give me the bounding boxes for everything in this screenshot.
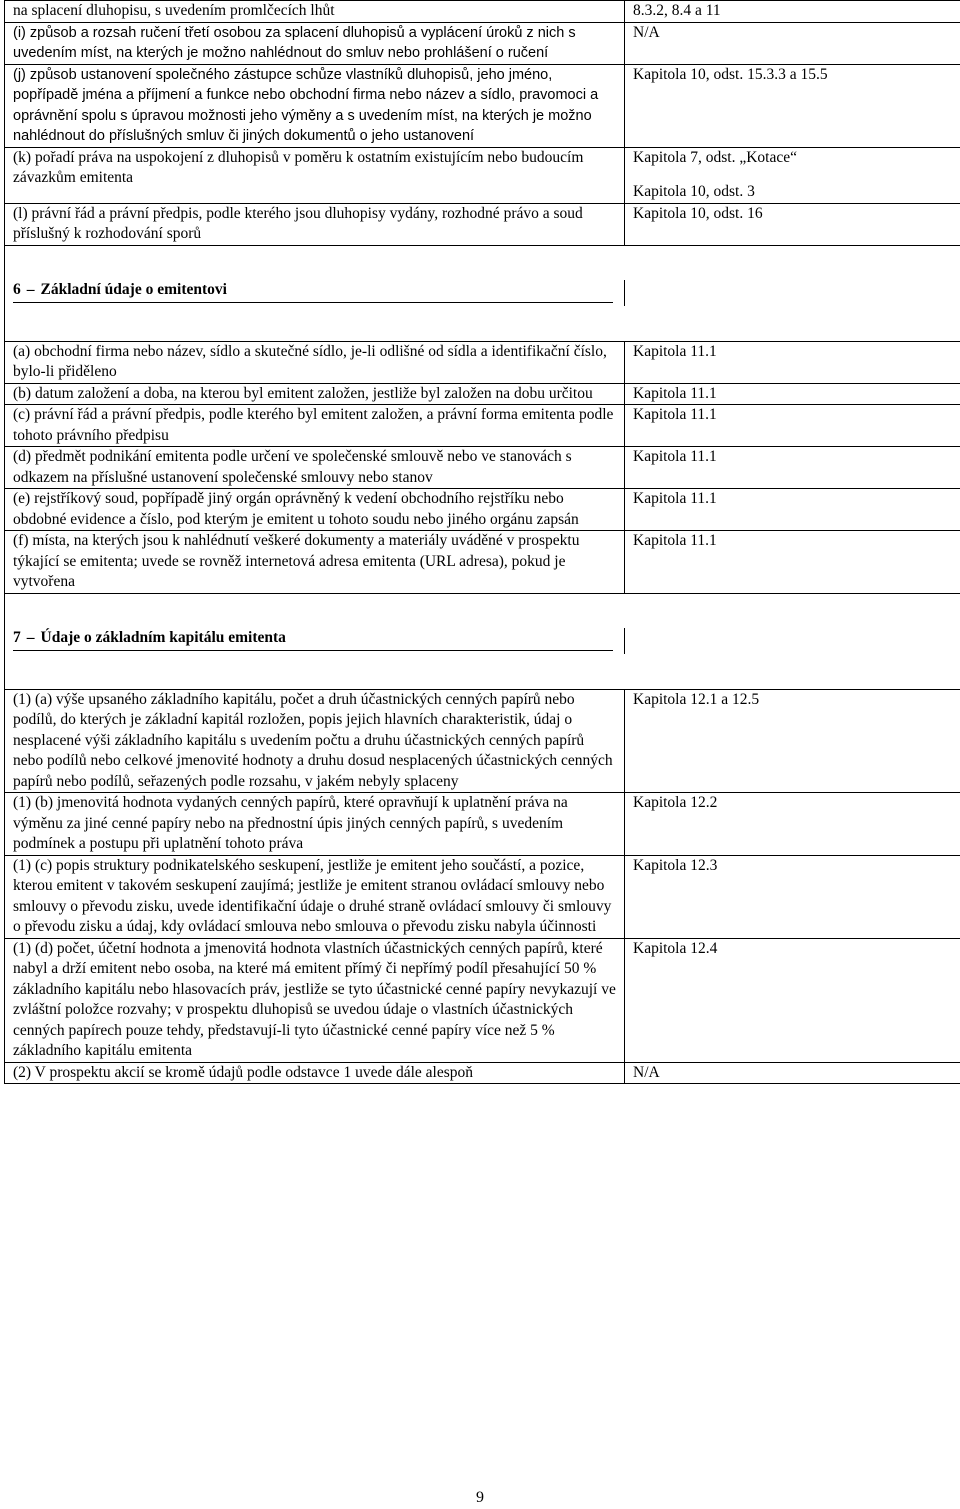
- section-7-heading: [13, 628, 613, 652]
- table-row: [5, 793, 960, 856]
- section-7-number: 7: [13, 629, 21, 646]
- reference-text: Kapitola 12.4: [633, 939, 957, 960]
- requirement-text: (e) rejstříkový soud, popřípadě jiný orgán oprávněný k vedení obchodního rejstříku nebo obdobné evidence a číslo, pod kterým je emitent u tohoto soudu nebo jiného orgánu zapsán: [13, 489, 616, 530]
- reference-text: Kapitola 11.1: [633, 342, 957, 363]
- requirement-cell: [5, 793, 625, 856]
- requirement-cell: [5, 938, 625, 1062]
- reference-text: Kapitola 10, odst. 16: [633, 204, 957, 225]
- reference-text: 8.3.2, 8.4 a 11: [633, 1, 957, 22]
- requirement-cell: [5, 341, 625, 383]
- table-row: [5, 531, 960, 594]
- page-number: 9: [0, 1488, 960, 1509]
- requirement-cell: [5, 855, 625, 938]
- requirement-text: (a) obchodní firma nebo název, sídlo a skutečné sídlo, je-li odlišné od sídla a identifikační číslo, bylo-li přiděleno: [13, 342, 616, 383]
- section-header-inner: [5, 594, 960, 689]
- reference-cell: [625, 203, 960, 245]
- section-header-inner: [5, 246, 960, 341]
- section-6-heading: [13, 280, 613, 304]
- requirement-text: na splacení dluhopisu, s uvedením promlčecích lhůt: [13, 1, 616, 22]
- requirement-text: (j) způsob ustanovení společného zástupce schůze vlastníků dluhopisů, jeho jméno, popřípadě jména a příjmení a funkce nebo obchodní firma nebo název a sídlo, pravomoci a oprávnění spolu s úpravou možnosti jeho výměny a s uvedením míst, na kterých je možno nahlédnout do příslušných smluv či jiných dokumentů o jeho ustanovení: [13, 65, 616, 147]
- reference-cell: [625, 793, 960, 856]
- reference-cell: [625, 447, 960, 489]
- section-6-divider: [624, 280, 625, 306]
- requirement-cell: [5, 405, 625, 447]
- requirement-text: (c) právní řád a právní předpis, podle kterého byl emitent založen, a právní forma emitenta podle tohoto právního předpisu: [13, 405, 616, 446]
- document-page: [4, 0, 955, 1084]
- reference-cell: [625, 22, 960, 64]
- table-section-top: [5, 1, 960, 246]
- table-row: [5, 64, 960, 147]
- section-header-cell: [5, 245, 960, 341]
- requirement-cell: [5, 447, 625, 489]
- requirement-text: (1) (c) popis struktury podnikatelského seskupení, jestliže je emitent jeho součástí, a pozice, kterou emitent v takovém seskupení zaujímá; jestliže je emitent stranou ovládací smlouvy nebo smlouvy o převodu zisku, uvede identifikační údaje o druhé straně ovládací smlouvy či smlouvy o převodu zisku a údaj, kdy ovládací smlouva nebo smlouva o převodu zisku nabyla účinnosti: [13, 856, 616, 938]
- reference-cell: [625, 489, 960, 531]
- table-row: [5, 1, 960, 23]
- reference-text: N/A: [633, 1063, 957, 1084]
- reference-text: Kapitola 12.3: [633, 856, 957, 877]
- reference-cell: [625, 383, 960, 405]
- table-row: [5, 405, 960, 447]
- reference-cell: [625, 147, 960, 203]
- table-row: [5, 341, 960, 383]
- requirement-text: (b) datum založení a doba, na kterou byl emitent založen, jestliže byl založen na dobu určitou: [13, 384, 616, 405]
- table-row: [5, 689, 960, 793]
- requirement-text: (k) pořadí práva na uspokojení z dluhopisů v poměru k ostatním existujícím nebo budoucím závazkům emitenta: [13, 148, 616, 189]
- requirement-cell: [5, 383, 625, 405]
- requirement-cell: [5, 22, 625, 64]
- requirement-cell: [5, 203, 625, 245]
- reference-cell: [625, 64, 960, 147]
- reference-text: Kapitola 11.1: [633, 447, 957, 468]
- reference-text: Kapitola 11.1: [633, 489, 957, 510]
- reference-text: Kapitola 12.2: [633, 793, 957, 814]
- requirement-text: (i) způsob a rozsah ručení třetí osobou za splacení dluhopisů a vyplácení úroků z nich s uvedením míst, na kterých je možno nahlédnout do smluv nebo prohlášení o ručení: [13, 23, 616, 64]
- section-7-divider: [624, 628, 625, 654]
- reference-cell: [625, 341, 960, 383]
- section-header-row: [5, 245, 960, 341]
- table-section-7: [5, 689, 960, 1084]
- requirement-text: (2) V prospektu akcií se kromě údajů podle odstavce 1 uvede dále alespoň: [13, 1063, 616, 1084]
- section-7-dash: –: [27, 629, 35, 646]
- requirement-text: (1) (d) počet, účetní hodnota a jmenovitá hodnota vlastních účastnických cenných papírů, které nabyl a drží emitent nebo osoba, na které má emitent přímý či nepřímý podíl přesahující 50 % základního kapitálu nebo hlasovacích práv, jestliže se tyto účastnické cenné papíry nevykazují ve zvláštní položce rozvahy; v prospektu dluhopisů se uvedou údaje o vlastních účastnických cenných papírech pouze tehdy, představují-li tyto účastnické cenné papíry více než 5 % základního kapitálu emitenta: [13, 939, 616, 1062]
- reference-text: Kapitola 11.1: [633, 384, 957, 405]
- reference-cell: [625, 1, 960, 23]
- table-section-7-header: [5, 593, 960, 689]
- reference-text: Kapitola 7, odst. „Kotace“: [633, 148, 957, 169]
- table-row: [5, 203, 960, 245]
- section-6-dash: –: [27, 281, 35, 298]
- section-header-row: [5, 593, 960, 689]
- requirement-cell: [5, 147, 625, 203]
- table-section-6-header: [5, 245, 960, 341]
- requirement-text: (1) (a) výše upsaného základního kapitálu, počet a druh účastnických cenných papírů nebo podílů, do kterých je základní kapitál rozložen, popis jejich hlavních charakteristik, údaj o nesplacené výši základního kapitálu s uvedením počtu a druhu účastnických cenných papírů nebo podílů nebo celkové jmenovité hodnoty a druhu dosud nesplacených účastnických cenných papírů nebo podílů, seřazených podle rozsahu, v jakém nebyly splaceny: [13, 690, 616, 793]
- requirement-text: (f) místa, na kterých jsou k nahlédnutí veškeré dokumenty a materiály uváděné v prospektu týkající se emitenta; uvede se rovněž internetová adresa emitenta (URL adresa), pokud je vytvořena: [13, 531, 616, 593]
- section-6-title: Základní údaje o emitentovi: [41, 281, 227, 298]
- reference-text: Kapitola 11.1: [633, 531, 957, 552]
- reference-text: N/A: [633, 23, 957, 44]
- requirement-cell: [5, 1062, 625, 1084]
- reference-cell: [625, 1062, 960, 1084]
- requirement-cell: [5, 64, 625, 147]
- reference-text: Kapitola 10, odst. 15.3.3 a 15.5: [633, 65, 957, 86]
- reference-text: Kapitola 11.1: [633, 405, 957, 426]
- table-section-6: [5, 341, 960, 593]
- table-row: [5, 855, 960, 938]
- table-row: [5, 1062, 960, 1084]
- table-row: [5, 147, 960, 203]
- requirement-text: (1) (b) jmenovitá hodnota vydaných cenných papírů, které opravňují k uplatnění práva na výměnu za jiné cenné papíry nebo na přednostní úpis jiných cenných papírů, s uvedením podmínek a postupu při uplatnění tohoto práva: [13, 793, 616, 855]
- reference-text: Kapitola 12.1 a 12.5: [633, 690, 957, 711]
- requirement-cell: [5, 689, 625, 793]
- section-header-cell: [5, 593, 960, 689]
- requirement-text: (d) předmět podnikání emitenta podle určení ve společenské smlouvě nebo ve stanovách s odkazem na příslušné ustanovení společenské smlouvy nebo stanov: [13, 447, 616, 488]
- table-row: [5, 383, 960, 405]
- reference-cell: [625, 405, 960, 447]
- section-7-title: Údaje o základním kapitálu emitenta: [41, 629, 286, 646]
- table-row: [5, 22, 960, 64]
- requirement-text: (l) právní řád a právní předpis, podle kterého jsou dluhopisy vydány, rozhodné právo a soud příslušný k rozhodování sporů: [13, 204, 616, 245]
- reference-cell: [625, 531, 960, 594]
- requirement-cell: [5, 1, 625, 23]
- reference-cell: [625, 855, 960, 938]
- requirement-cell: [5, 489, 625, 531]
- section-6-number: 6: [13, 281, 21, 298]
- requirement-cell: [5, 531, 625, 594]
- reference-cell: [625, 938, 960, 1062]
- requirements-table: [4, 0, 960, 1084]
- table-row: [5, 489, 960, 531]
- table-row: [5, 447, 960, 489]
- reference-text: Kapitola 10, odst. 3: [633, 182, 957, 203]
- table-row: [5, 938, 960, 1062]
- reference-cell: [625, 689, 960, 793]
